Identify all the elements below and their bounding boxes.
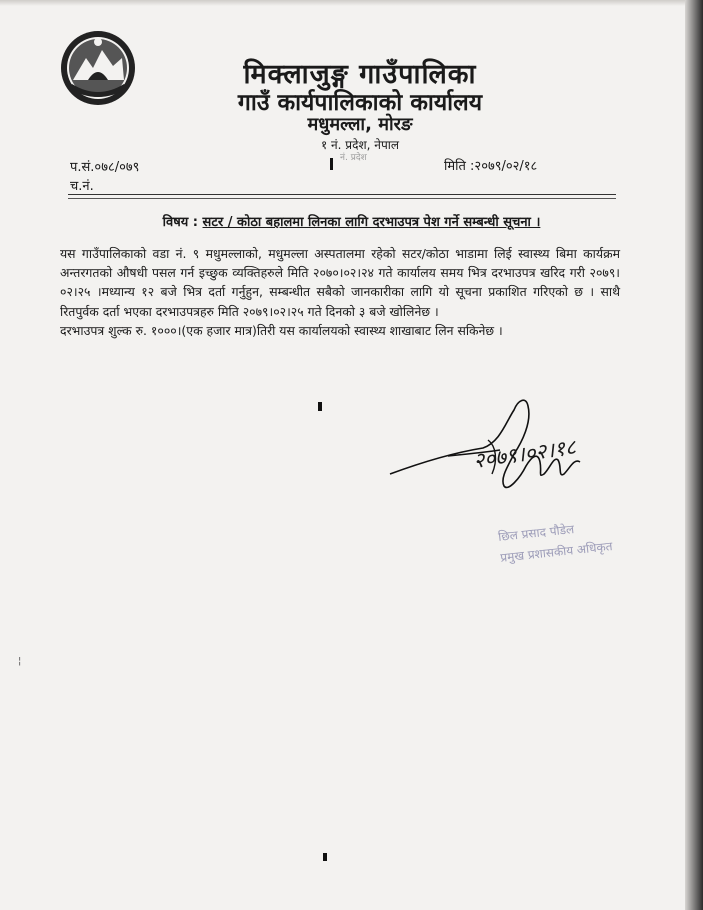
reference-number: प.सं.०७८/०७९ <box>70 160 140 175</box>
office-location: मधुमल्ला, मोरङ <box>307 114 413 135</box>
header-divider <box>68 194 616 195</box>
ink-speck <box>323 853 327 861</box>
nepal-emblem-icon <box>58 28 138 110</box>
official-stamp-name: छिल प्रसाद पौडेल <box>497 522 575 544</box>
letter-date: मिति :२०७९/०२/१८ <box>444 159 538 174</box>
handwritten-date: २०७९।०२।१८ <box>471 434 578 474</box>
header-divider-secondary <box>68 198 616 199</box>
body-paragraph-2: दरभाउपत्र शुल्क रु. १०००।(एक हजार मात्र)तिरी यस कार्यालयको स्वास्थ्य शाखाबाट लिन सकिनेछ । <box>60 322 503 338</box>
ink-speck <box>330 158 333 170</box>
subject-text: सटर / कोठा बहालमा लिनका लागि दरभाउपत्र पेश गर्ने सम्बन्धी सूचना । <box>202 215 541 230</box>
official-stamp-title: प्रमुख प्रशासकीय अधिकृत <box>499 539 614 565</box>
province-line: १ नं. प्रदेश, नेपाल <box>320 138 400 152</box>
subject-line <box>60 212 643 230</box>
notice-body <box>60 244 620 340</box>
scan-edge-right <box>685 0 703 910</box>
body-paragraph-1: यस गाउँपालिकाको वडा नं. ९ मधुमल्लाको, मधुमल्ला अस्पतालमा रहेको सटर/कोठा भाडामा लिई स्वास्थ्य बिमा कार्यक्रम अन्तरगतको औषधी पसल गर्न इच्छुक व्यक्तिहरुले मिति २०७०।०२।२४ गते कार्यालय समय भित्र दरभाउपत्र खरिद गरी २०७९।०२।२५ ।मध्यान्य १२ बजे भित्र दर्ता गर्नुहुन, सम्बन्धीत सबैको जानकारीका लागि यो सूचना प्रकाशित गरिएको छ । साथै रितपुर्वक दर्ता भएका दरभाउपत्रहरु मिति २०७९।०२।२५ गते दिनको ३ बजे खोलिनेछ । <box>60 246 620 319</box>
office-name: गाउँ कार्यपालिकाको कार्यालय <box>237 90 483 116</box>
scan-edge-top <box>0 0 703 6</box>
margin-mark: ¦ <box>18 656 22 667</box>
ink-speck <box>318 402 322 411</box>
municipality-name: मिक्लाजुङ्ग गाउँपालिका <box>243 59 477 90</box>
dispatch-number: च.नं. <box>70 179 94 194</box>
subject-label: विषय : <box>162 215 198 230</box>
faint-stamp-text: नं. प्रदेश <box>340 153 367 163</box>
